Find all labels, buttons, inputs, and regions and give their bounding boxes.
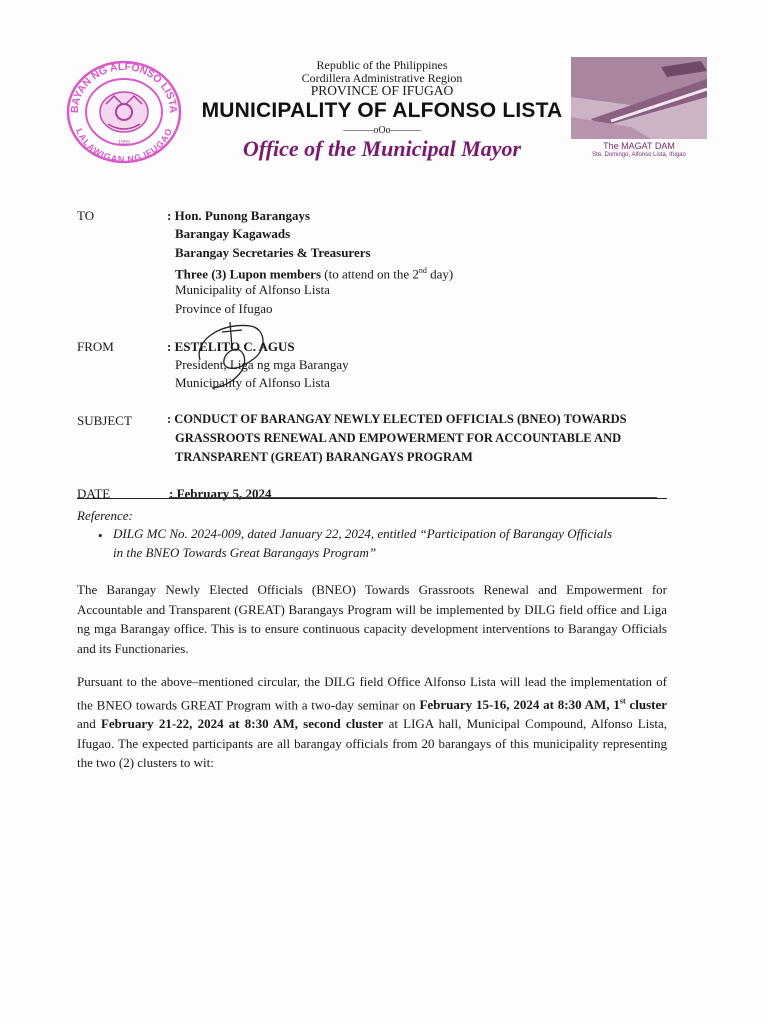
date-value: : February 5, 2024 xyxy=(169,486,272,501)
municipality-title: MUNICIPALITY OF ALFONSO LISTA xyxy=(201,99,563,122)
signature-mark xyxy=(192,320,270,392)
reference-item xyxy=(113,524,673,562)
subject-line-1: : CONDUCT OF BARANGAY NEWLY ELECTED OFFICIALS (BNEO) TOWARDS xyxy=(167,412,627,426)
to-line-3: Barangay Secretaries & Treasurers xyxy=(175,245,371,260)
para2-first-cluster-date xyxy=(419,697,667,712)
seal-top-text: BAYAN NG ALFONSO LISTA xyxy=(68,60,180,114)
para2-venue: at LIGA hall, Municipal Compound, Alfonso Lista, Ifugao. The expected participants are all barangay officials from 20 barangays of this municipality representing the two (2) clusters to wit: xyxy=(77,716,667,771)
to-line-1: : Hon. Punong Barangays xyxy=(167,208,311,223)
municipal-seal xyxy=(66,60,182,164)
photo-subcaption: Sto. Domingo, Alfonso Lista, Ifugao xyxy=(592,152,686,158)
to-line-2: Barangay Kagawads xyxy=(175,226,291,241)
para2-and: and xyxy=(77,716,101,732)
province-line: PROVINCE OF IFUGAO xyxy=(310,83,454,98)
to-line-6: Province of Ifugao xyxy=(175,301,273,316)
from-line-1: President, Liga ng mga Barangay xyxy=(175,357,349,372)
to-line-4-text: Three (3) Lupon members xyxy=(175,266,322,282)
republic-line: Republic of the Philippines xyxy=(316,58,448,72)
header-ornament: ———oOo——— xyxy=(343,125,421,136)
to-line-4-note-suffix: day) xyxy=(426,266,454,282)
subject-label: SUBJECT xyxy=(77,413,132,428)
magat-dam-photo xyxy=(571,57,707,139)
to-label: TO xyxy=(77,208,95,223)
reference-label: Reference: xyxy=(77,508,133,523)
to-line-5: Municipality of Alfonso Lista xyxy=(175,282,330,297)
para2-first-cluster-sup: st xyxy=(619,696,626,706)
from-line-2: Municipality of Alfonso Lista xyxy=(175,375,330,390)
para2-intro: Pursuant to the above–mentioned circular, the DILG field Office Alfonso Lista will lead the implementation of the BNEO towards GREAT Program with a two-day seminar on xyxy=(77,674,667,712)
para2-second-cluster-date: February 21-22, 2024 at 8:30 AM, second cluster xyxy=(100,716,384,732)
reference-bullet: • xyxy=(98,528,103,543)
para2-first-cluster-suffix: cluster xyxy=(625,696,667,712)
seal-bottom-text: LALAWIGAN NG IFUGAO xyxy=(74,127,174,164)
to-line-4-note-sup: nd xyxy=(418,266,427,275)
seal-year: 1955 xyxy=(117,140,131,146)
from-label: FROM xyxy=(77,339,114,354)
body-paragraph-2 xyxy=(77,672,667,773)
header-divider xyxy=(77,498,667,499)
reference-line-2: in the BNEO Towards Great Barangays Program” xyxy=(113,545,377,560)
para2-first-cluster-date-text: February 15-16, 2024 at 8:30 AM, 1 xyxy=(419,696,620,712)
office-title: Office of the Municipal Mayor xyxy=(242,136,522,161)
region-line: Cordillera Administrative Region xyxy=(301,71,463,85)
photo-caption: The MAGAT DAM xyxy=(603,141,675,151)
body-paragraph-1: The Barangay Newly Elected Officials (BNEO) Towards Grassroots Renewal and Empowerment for Accountable and Transparent (GREAT) Barangays Program will be implemented by DILG field office and Liga ng mga Barangay office. This is to ensure continuous capacity development interventions to Barangay Officials and its Functionaries. xyxy=(77,582,667,656)
subject-line-2: GRASSROOTS RENEWAL AND EMPOWERMENT FOR ACCOUNTABLE AND xyxy=(175,431,622,445)
from-name: : ESTELITO C. AGUS xyxy=(167,339,295,354)
reference-line-1: DILG MC No. 2024-009, dated January 22, 2024, entitled “Participation of Barangay Officials xyxy=(113,526,613,541)
subject-line-3: TRANSPARENT (GREAT) BARANGAYS PROGRAM xyxy=(175,450,473,464)
date-label: DATE xyxy=(77,486,111,501)
to-line-4-note-prefix: (to attend on the 2 xyxy=(324,266,419,282)
